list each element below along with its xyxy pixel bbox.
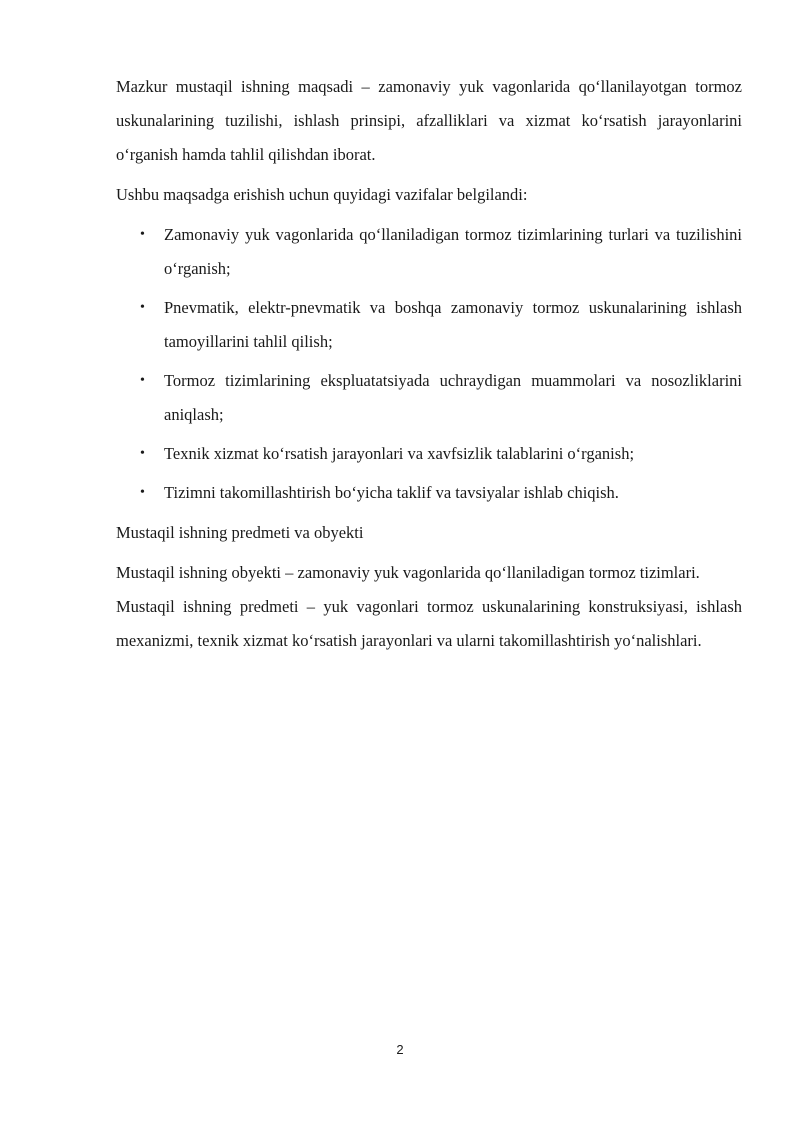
task-text: Tormoz tizimlarining ekspluatatsiyada uchraydigan muammolari va nosozliklarini aniqlash; bbox=[164, 371, 742, 424]
subject-paragraph: Mustaqil ishning predmeti – yuk vagonlari tormoz uskunalarining konstruksiyasi, ishlash mexanizmi, texnik xizmat ko‘rsatish jarayonlari va ularni takomillashtirish yo‘nalishlari. bbox=[116, 597, 742, 650]
task-text: Tizimni takomillashtirish bo‘yicha taklif va tavsiyalar ishlab chiqish. bbox=[164, 483, 619, 502]
page-number: 2 bbox=[396, 1042, 404, 1057]
list-item bbox=[116, 291, 742, 359]
object-paragraph: Mustaqil ishning obyekti – zamonaviy yuk vagonlarida qo‘llaniladigan tormoz tizimlari. bbox=[116, 563, 700, 582]
bullet-icon: • bbox=[140, 373, 145, 388]
list-item bbox=[116, 364, 742, 432]
tasks-intro: Ushbu maqsadga erishish uchun quyidagi vazifalar belgilandi: bbox=[116, 185, 528, 204]
bullet-icon: • bbox=[140, 446, 145, 461]
task-text: Texnik xizmat ko‘rsatish jarayonlari va xavfsizlik talablarini o‘rganish; bbox=[164, 444, 635, 463]
list-item bbox=[116, 476, 742, 510]
section-heading: Mustaqil ishning predmeti va obyekti bbox=[116, 523, 364, 542]
bullet-icon: • bbox=[140, 227, 145, 242]
task-list bbox=[116, 218, 742, 510]
task-text: Zamonaviy yuk vagonlarida qo‘llaniladigan tormoz tizimlarining turlari va tuzilishini o‘rganish; bbox=[164, 225, 742, 278]
list-item bbox=[116, 437, 742, 471]
bullet-icon: • bbox=[140, 485, 145, 500]
bullet-icon: • bbox=[140, 300, 145, 315]
document-page bbox=[116, 70, 742, 658]
intro-paragraph: Mazkur mustaqil ishning maqsadi – zamonaviy yuk vagonlarida qo‘llanilayotgan tormoz uskunalarining tuzilishi, ishlash prinsipi, afzalliklari va xizmat ko‘rsatish jarayonlarini o‘rganish hamda tahlil qilishdan iborat. bbox=[116, 77, 742, 164]
list-item bbox=[116, 218, 742, 286]
task-text: Pnevmatik, elektr-pnevmatik va boshqa zamonaviy tormoz uskunalarining ishlash tamoyillarini tahlil qilish; bbox=[164, 298, 742, 351]
